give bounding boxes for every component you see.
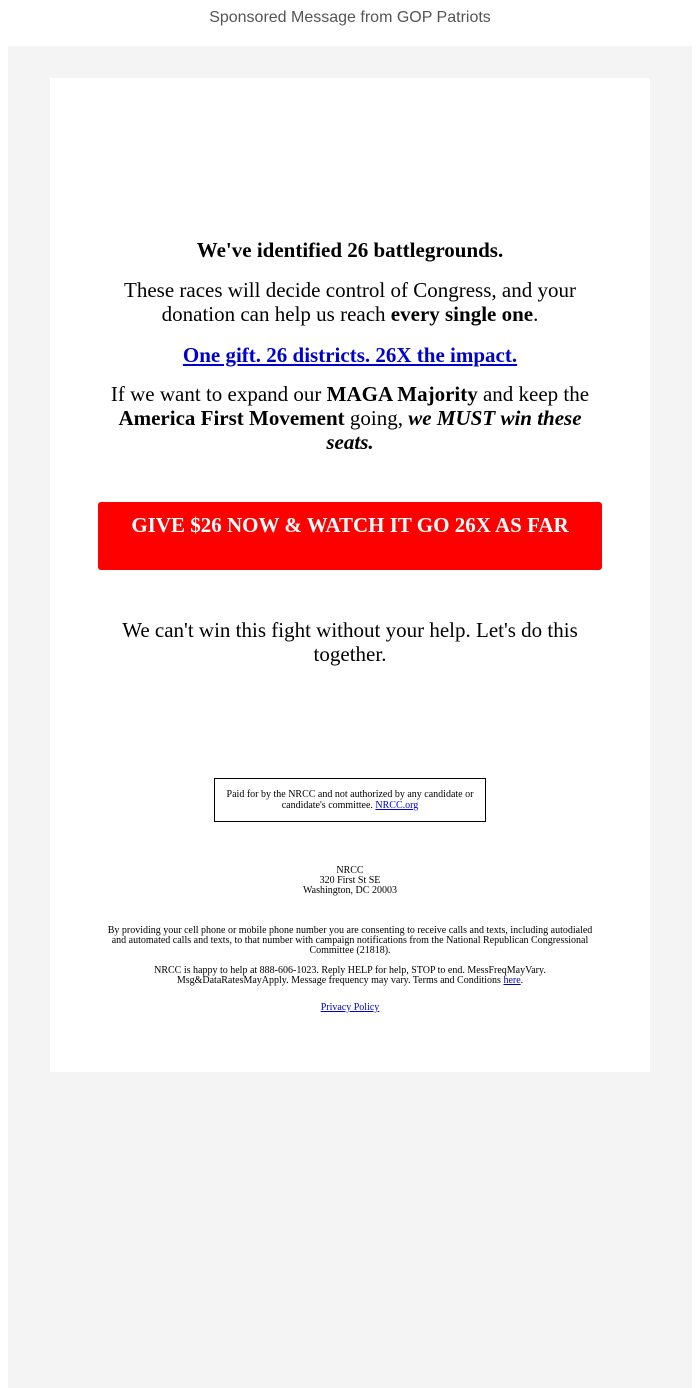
maga-text-a: If we want to expand our — [110, 382, 327, 406]
headline: We've identified 26 battlegrounds. — [196, 238, 504, 262]
america-first-emphasis: America First Movement — [118, 406, 345, 430]
paid-for-disclaimer — [214, 778, 486, 822]
paid-for-text: Paid for by the NRCC and not authorized by any candidate or candidate's committee. — [226, 789, 474, 811]
privacy-policy-link[interactable]: Privacy Policy — [320, 1002, 380, 1013]
maga-text-e: going, — [344, 406, 409, 430]
email-background — [8, 46, 692, 1388]
mailing-address — [50, 866, 650, 896]
nrcc-link[interactable]: NRCC.org — [375, 800, 419, 811]
help-text: NRCC is happy to help at 888-606-1023. Reply HELP for help, STOP to end. MessFreqMayVary. Msg&DataRatesMayApply. Message frequency may vary. Terms and Conditions — [154, 965, 546, 986]
maga-text-c: and keep the — [477, 382, 590, 406]
terms-end: . — [520, 975, 524, 986]
intro-emphasis: every single one — [390, 302, 534, 326]
maga-majority-emphasis: MAGA Majority — [326, 382, 478, 406]
donate-button[interactable]: GIVE $26 NOW & WATCH IT GO 26X AS FAR — [98, 502, 602, 570]
help-terms-text — [100, 966, 600, 986]
intro-end: . — [533, 302, 539, 326]
intro-text: These races will decide control of Congress, and your donation can help us reach — [124, 278, 576, 326]
intro-paragraph — [98, 278, 602, 326]
must-win-emphasis: we MUST win these seats. — [326, 406, 582, 454]
street-address: 320 First St SE — [319, 875, 381, 886]
impact-link[interactable]: One gift. 26 districts. 26X the impact. — [182, 343, 518, 367]
privacy-line — [50, 1002, 650, 1013]
maga-paragraph — [98, 382, 602, 454]
sponsor-banner: Sponsored Message from GOP Patriots — [209, 9, 491, 26]
terms-link[interactable]: here — [503, 975, 521, 986]
org-name: NRCC — [336, 865, 364, 876]
closing-paragraph: We can't win this fight without your help. Let's do this together. — [122, 618, 578, 666]
email-card — [50, 78, 650, 1072]
city-state-zip: Washington, DC 20003 — [303, 885, 397, 896]
sms-consent-text: By providing your cell phone or mobile phone number you are consenting to receive calls and texts, including autodialed and automated calls and texts, to that number with campaign notifications from the National Republican Congressional Committee (21818). — [107, 925, 593, 956]
impact-line — [98, 342, 602, 368]
